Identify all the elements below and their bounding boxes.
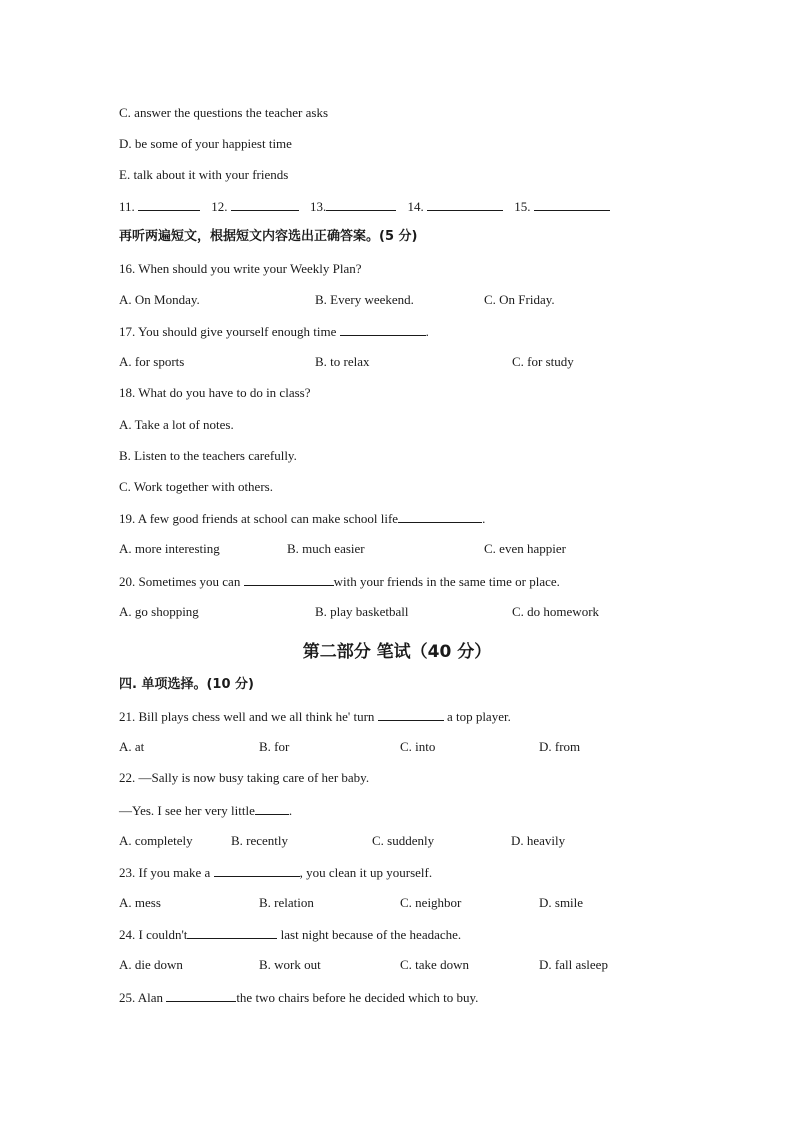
q24-option-b[interactable]: B. work out [259,957,321,972]
answer-blank[interactable] [187,926,277,939]
option-e-line: E. talk about it with your friends [119,167,289,182]
q19-option-c[interactable]: C. even happier [484,541,566,556]
answer-blank[interactable] [231,198,299,211]
question-19: 19. A few good friends at school can make school life . [119,511,486,526]
q22-option-a[interactable]: A. completely [119,833,193,848]
q16-option-b[interactable]: B. Every weekend. [315,292,414,307]
q24-option-c[interactable]: C. take down [400,957,469,972]
q20-option-c[interactable]: C. do homework [512,604,600,619]
answer-15: 15. [514,198,610,215]
q20-option-a[interactable]: A. go shopping [119,604,199,619]
answer-12: 12. [211,198,299,215]
section3-instruction: 再听两遍短文，根据短文内容选出正确答案。(5 分) [119,229,418,244]
q22-option-d[interactable]: D. heavily [511,833,566,848]
q22-option-b[interactable]: B. recently [231,833,289,848]
q18-option-a[interactable]: A. Take a lot of notes. [119,417,234,432]
answer-blank[interactable] [255,802,289,815]
question-23: 23. If you make a , you clean it up yourself. [119,865,433,880]
answer-blank[interactable] [427,198,503,211]
answer-blank[interactable] [378,708,444,721]
answer-blank[interactable] [534,198,610,211]
q21-option-c[interactable]: C. into [400,739,436,754]
q16-option-a[interactable]: A. On Monday. [119,292,200,307]
section4-title: 四. 单项选择。(10 分) [119,677,254,692]
q18-option-b[interactable]: B. Listen to the teachers carefully. [119,448,297,463]
question-16: 16. When should you write your Weekly Plan? [119,261,362,276]
option-c-line: C. answer the questions the teacher asks [119,105,329,120]
q22-option-c[interactable]: C. suddenly [372,833,435,848]
question-20: 20. Sometimes you can with your friends in the same time or place. [119,574,560,589]
question-24: 24. I couldn't last night because of the headache. [119,927,462,942]
q19-option-b[interactable]: B. much easier [287,541,365,556]
q24-option-d[interactable]: D. fall asleep [539,957,608,972]
answer-11: 11. [119,198,200,215]
answer-blank[interactable] [214,864,300,877]
q17-option-b[interactable]: B. to relax [315,354,370,369]
question-22-reply: —Yes. I see her very little . [119,803,293,818]
q18-option-c[interactable]: C. Work together with others. [119,479,273,494]
question-25: 25. Alan the two chairs before he decided which to buy. [119,990,479,1005]
answer-14: 14. [408,198,504,215]
question-17: 17. You should give yourself enough time . [119,324,429,339]
q23-option-d[interactable]: D. smile [539,895,584,910]
question-18: 18. What do you have to do in class? [119,385,311,400]
q21-option-a[interactable]: A. at [119,739,145,754]
question-21: 21. Bill plays chess well and we all think he' turn a top player. [119,709,511,724]
q20-option-b[interactable]: B. play basketball [315,604,409,619]
answer-blank[interactable] [326,198,396,211]
part2-title: 第二部分 笔试（40 分） [302,642,492,662]
q23-option-b[interactable]: B. relation [259,895,314,910]
answer-blank[interactable] [244,573,334,586]
answer-blank[interactable] [138,198,200,211]
q23-option-c[interactable]: C. neighbor [400,895,462,910]
answer-13: 13. [310,198,396,215]
q24-option-a[interactable]: A. die down [119,957,183,972]
answer-blank[interactable] [340,323,426,336]
option-d-line: D. be some of your happiest time [119,136,292,151]
q21-option-d[interactable]: D. from [539,739,581,754]
q21-option-b[interactable]: B. for [259,739,290,754]
answer-blank[interactable] [398,510,482,523]
q17-option-c[interactable]: C. for study [512,354,574,369]
q23-option-a[interactable]: A. mess [119,895,161,910]
q19-option-a[interactable]: A. more interesting [119,541,220,556]
answer-blank[interactable] [166,989,236,1002]
q16-option-c[interactable]: C. On Friday. [484,292,555,307]
answer-blanks-row [119,198,618,215]
question-22: 22. —Sally is now busy taking care of her baby. [119,770,370,785]
q17-option-a[interactable]: A. for sports [119,354,185,369]
